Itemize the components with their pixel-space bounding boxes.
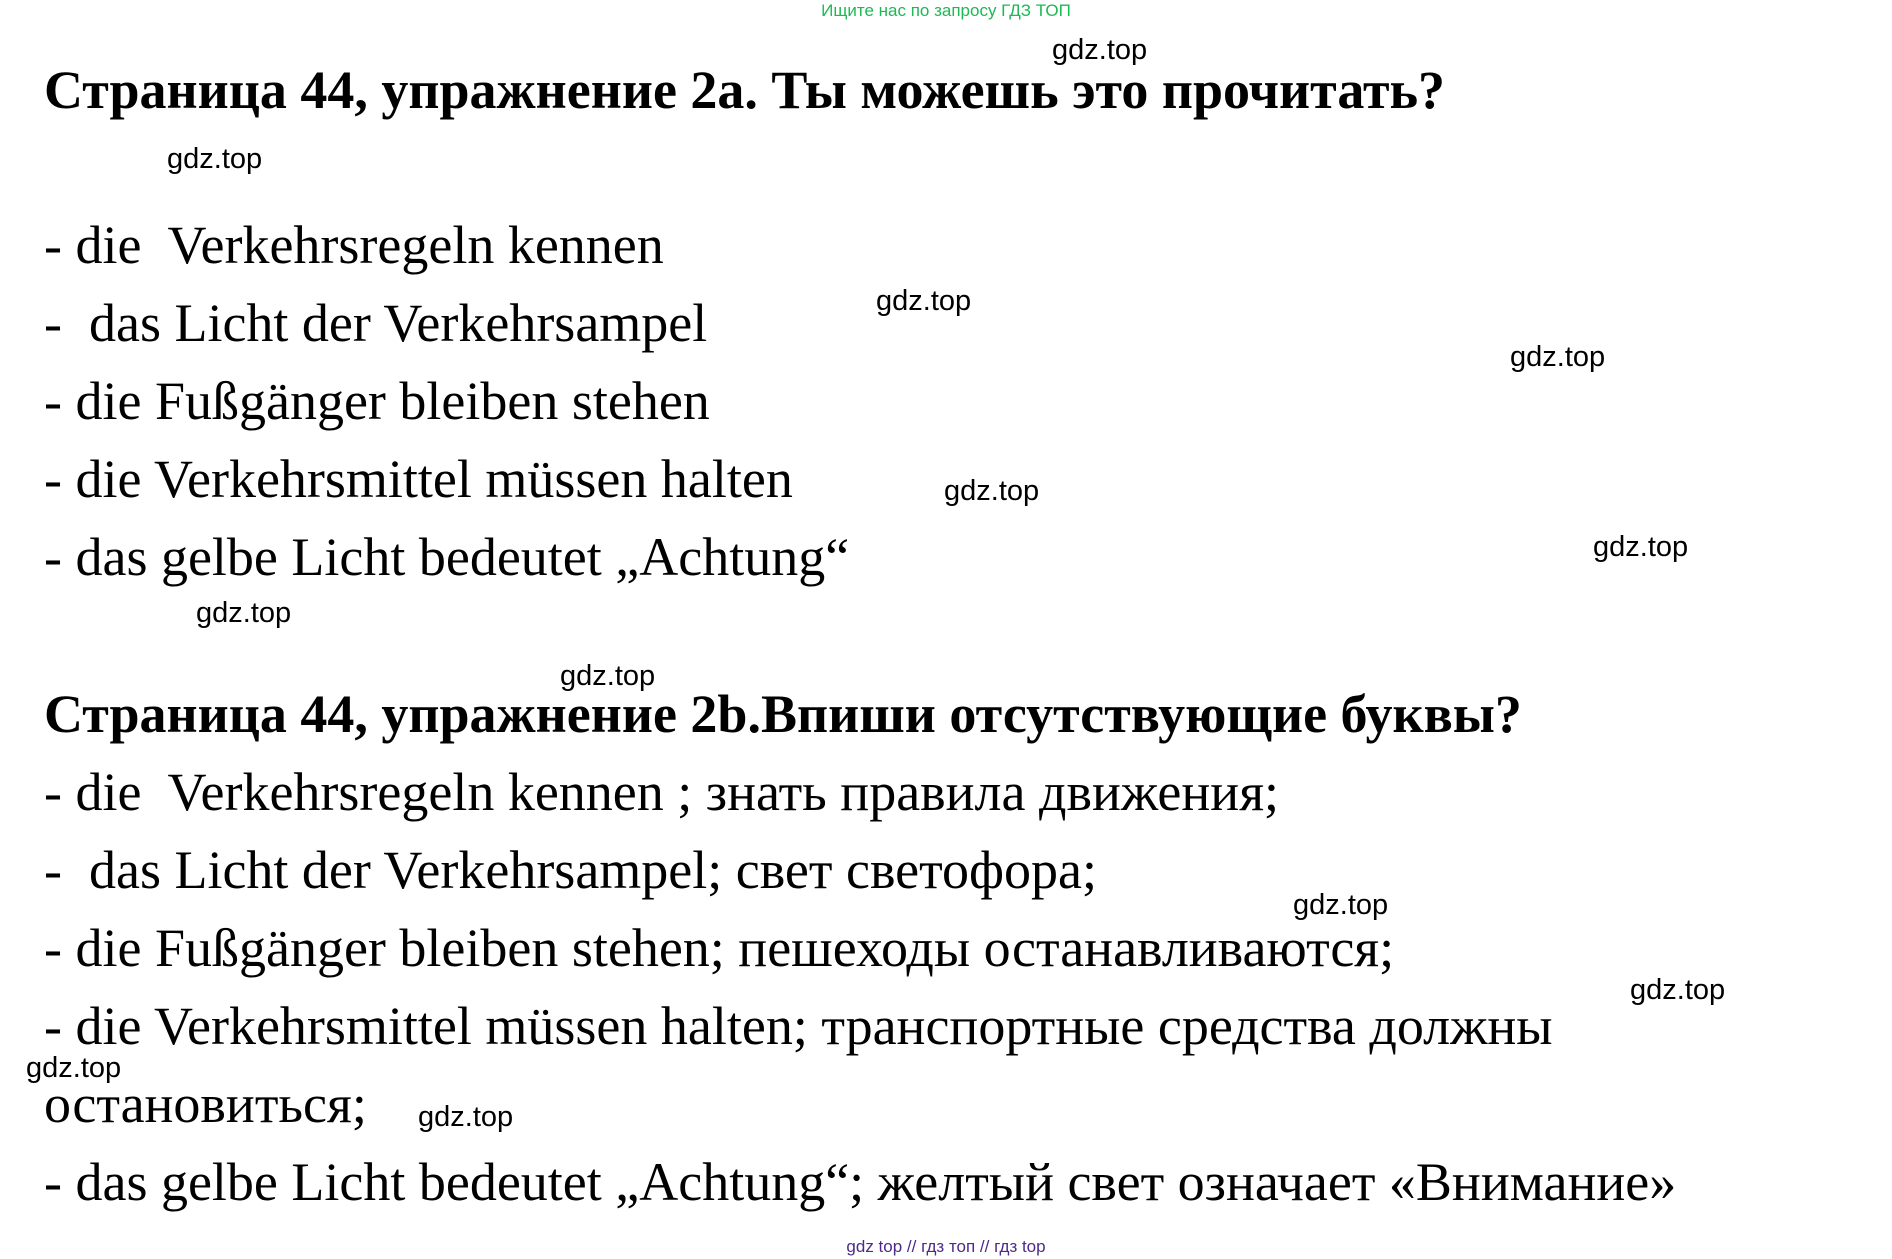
section-b-line: - die Verkehrsmittel müssen halten; транспортные средства должны	[44, 996, 1553, 1056]
watermark: gdz.top	[944, 475, 1040, 507]
watermark: gdz.top	[1052, 34, 1148, 66]
watermark: gdz.top	[26, 1052, 122, 1084]
watermark: gdz.top	[1293, 889, 1389, 921]
section-a-line: - die Fußgänger bleiben stehen	[44, 371, 710, 431]
watermark: gdz.top	[196, 597, 292, 629]
section-b-heading: Страница 44, упражнение 2b.Впиши отсутствующие буквы?	[44, 684, 1522, 744]
section-a-line: - die Verkehrsmittel müssen halten	[44, 449, 793, 509]
section-a-line: - das gelbe Licht bedeutet „Achtung“	[44, 527, 850, 587]
section-a-line: - das Licht der Verkehrsampel	[44, 293, 708, 353]
section-b-line: - die Verkehrsregeln kennen ; знать правила движения;	[44, 762, 1280, 822]
section-b-line: - die Fußgänger bleiben stehen; пешеходы останавливаются;	[44, 918, 1395, 978]
watermark: gdz.top	[418, 1101, 514, 1133]
watermark: gdz.top	[1510, 341, 1606, 373]
section-a-line: - die Verkehrsregeln kennen	[44, 215, 664, 275]
watermark: gdz.top	[876, 285, 972, 317]
watermark: gdz.top	[1593, 531, 1689, 563]
section-b-line: остановиться;	[44, 1074, 367, 1134]
footer: gdz top // гдз топ // гдз top	[846, 1237, 1046, 1256]
watermark: gdz.top	[560, 660, 656, 692]
watermark: gdz.top	[167, 143, 263, 175]
top-banner: Ищите нас по запросу ГДЗ ТОП	[821, 1, 1071, 20]
section-a-heading: Страница 44, упражнение 2а. Ты можешь это прочитать?	[44, 60, 1446, 120]
section-b-line: - das gelbe Licht bedeutet „Achtung“; желтый свет означает «Внимание»	[44, 1152, 1677, 1212]
watermark: gdz.top	[1630, 974, 1726, 1006]
section-b-line: - das Licht der Verkehrsampel; свет светофора;	[44, 840, 1097, 900]
